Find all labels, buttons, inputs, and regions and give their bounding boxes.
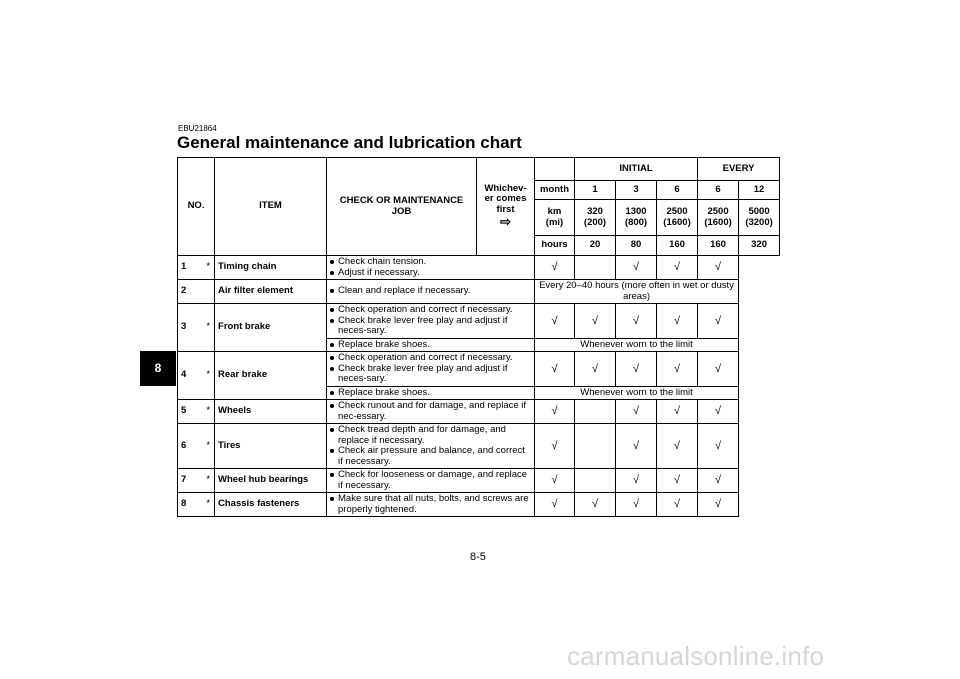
item-number: 2 xyxy=(178,280,203,304)
job-cell xyxy=(327,386,535,400)
job-cell xyxy=(327,338,535,352)
job-cell xyxy=(327,469,535,493)
check-mark-icon: √ xyxy=(616,352,657,387)
table-row xyxy=(178,493,780,517)
page-number: 8-5 xyxy=(470,551,486,563)
job-cell xyxy=(327,400,535,424)
job-item: Check operation and correct if necessary. xyxy=(330,353,531,364)
check-mark-icon: √ xyxy=(535,352,575,387)
check-mark-icon: √ xyxy=(535,256,575,280)
interval-value: 20 xyxy=(575,236,616,256)
table-row xyxy=(178,352,780,387)
check-mark-icon: √ xyxy=(657,352,698,387)
check-mark-icon: √ xyxy=(535,493,575,517)
item-star: * xyxy=(203,304,215,352)
interval-value: 2500 (1600) xyxy=(657,200,698,236)
header-job: CHECK OR MAINTENANCE JOB xyxy=(327,158,477,256)
check-mark-icon: √ xyxy=(657,493,698,517)
interval-value: 320 (200) xyxy=(575,200,616,236)
table-row xyxy=(178,256,780,280)
item-number: 6 xyxy=(178,424,203,469)
interval-label: month xyxy=(535,181,575,200)
interval-value: 3 xyxy=(616,181,657,200)
section-tab: 8 xyxy=(140,351,176,386)
job-cell xyxy=(327,424,535,469)
whichever-label: Whichev-er comes first xyxy=(484,182,527,215)
job-cell xyxy=(327,280,535,304)
interval-label: km (mi) xyxy=(535,200,575,236)
header-item: ITEM xyxy=(215,158,327,256)
item-name: Chassis fasteners xyxy=(215,493,327,517)
check-mark-icon: √ xyxy=(616,424,657,469)
table-row xyxy=(178,280,780,304)
item-star xyxy=(203,280,215,304)
job-list xyxy=(330,305,531,337)
job-item: Check brake lever free play and adjust if neces-sary. xyxy=(330,316,531,337)
job-item: Make sure that all nuts, bolts, and screws are properly tightened. xyxy=(330,494,531,515)
check-mark-icon: √ xyxy=(616,256,657,280)
check-mark-icon: √ xyxy=(657,469,698,493)
interval-value: 1 xyxy=(575,181,616,200)
interval-note: Whenever worn to the limit xyxy=(535,386,739,400)
interval-value: 5000 (3200) xyxy=(739,200,780,236)
check-mark-icon: √ xyxy=(657,424,698,469)
check-mark-icon: √ xyxy=(575,352,616,387)
check-mark-icon: √ xyxy=(535,424,575,469)
check-mark-icon: √ xyxy=(657,256,698,280)
job-list xyxy=(330,286,531,297)
item-number: 7 xyxy=(178,469,203,493)
item-name: Tires xyxy=(215,424,327,469)
item-number: 5 xyxy=(178,400,203,424)
interval-value: 160 xyxy=(657,236,698,256)
job-list xyxy=(330,388,531,399)
check-mark-icon: √ xyxy=(698,424,739,469)
header-blank xyxy=(535,158,575,181)
empty-cell xyxy=(575,256,616,280)
check-mark-icon: √ xyxy=(698,469,739,493)
job-cell xyxy=(327,256,535,280)
item-number: 3 xyxy=(178,304,203,352)
job-list xyxy=(330,353,531,385)
check-mark-icon: √ xyxy=(616,304,657,339)
interval-value: 80 xyxy=(616,236,657,256)
item-star: * xyxy=(203,493,215,517)
job-cell xyxy=(327,352,535,387)
interval-value: 320 xyxy=(739,236,780,256)
header-whichever xyxy=(477,158,535,256)
table-row xyxy=(178,304,780,339)
job-item: Replace brake shoes. xyxy=(330,340,531,351)
item-name: Timing chain xyxy=(215,256,327,280)
item-number: 1 xyxy=(178,256,203,280)
interval-value: 12 xyxy=(739,181,780,200)
check-mark-icon: √ xyxy=(575,493,616,517)
check-mark-icon: √ xyxy=(575,304,616,339)
check-mark-icon: √ xyxy=(698,256,739,280)
item-star: * xyxy=(203,400,215,424)
item-name: Air filter element xyxy=(215,280,327,304)
interval-value: 160 xyxy=(698,236,739,256)
job-item: Adjust if necessary. xyxy=(330,268,531,279)
item-name: Wheel hub bearings xyxy=(215,469,327,493)
job-list xyxy=(330,494,531,515)
check-mark-icon: √ xyxy=(657,304,698,339)
empty-cell xyxy=(575,469,616,493)
check-mark-icon: √ xyxy=(698,493,739,517)
check-mark-icon: √ xyxy=(698,304,739,339)
item-star: * xyxy=(203,424,215,469)
header-initial: INITIAL xyxy=(575,158,698,181)
item-star: * xyxy=(203,256,215,280)
job-list xyxy=(330,401,531,422)
job-list xyxy=(330,257,531,278)
header-every: EVERY xyxy=(698,158,780,181)
job-item: Check for looseness or damage, and replace if necessary. xyxy=(330,470,531,491)
check-mark-icon: √ xyxy=(616,493,657,517)
job-item: Clean and replace if necessary. xyxy=(330,286,531,297)
item-name: Wheels xyxy=(215,400,327,424)
check-mark-icon: √ xyxy=(535,304,575,339)
item-number: 4 xyxy=(178,352,203,400)
table-row xyxy=(178,424,780,469)
job-item: Check tread depth and for damage, and replace if necessary. xyxy=(330,425,531,446)
page-title: General maintenance and lubrication chart xyxy=(177,133,522,152)
item-number: 8 xyxy=(178,493,203,517)
job-item: Check air pressure and balance, and correct if necessary. xyxy=(330,446,531,467)
interval-value: 2500 (1600) xyxy=(698,200,739,236)
arrow-right-icon: ⇨ xyxy=(500,214,511,229)
interval-note: Whenever worn to the limit xyxy=(535,338,739,352)
job-cell xyxy=(327,304,535,339)
job-item: Replace brake shoes. xyxy=(330,388,531,399)
item-star: * xyxy=(203,352,215,400)
job-item: Check operation and correct if necessary. xyxy=(330,305,531,316)
maintenance-chart xyxy=(177,157,780,517)
header-row xyxy=(178,158,780,181)
check-mark-icon: √ xyxy=(535,400,575,424)
document-code: EBU21864 xyxy=(178,124,217,133)
empty-cell xyxy=(575,400,616,424)
job-list xyxy=(330,425,531,467)
interval-label: hours xyxy=(535,236,575,256)
check-mark-icon: √ xyxy=(698,400,739,424)
job-cell xyxy=(327,493,535,517)
item-star: * xyxy=(203,469,215,493)
job-item: Check runout and for damage, and replace if nec-essary. xyxy=(330,401,531,422)
watermark: carmanualsonline.info xyxy=(567,641,825,671)
check-mark-icon: √ xyxy=(616,469,657,493)
table-row xyxy=(178,400,780,424)
item-name: Rear brake xyxy=(215,352,327,400)
item-name: Front brake xyxy=(215,304,327,352)
check-mark-icon: √ xyxy=(698,352,739,387)
table-row xyxy=(178,469,780,493)
interval-note: Every 20–40 hours (more often in wet or dusty areas) xyxy=(535,280,739,304)
job-item: Check chain tension. xyxy=(330,257,531,268)
check-mark-icon: √ xyxy=(616,400,657,424)
interval-value: 6 xyxy=(698,181,739,200)
empty-cell xyxy=(575,424,616,469)
check-mark-icon: √ xyxy=(535,469,575,493)
interval-value: 6 xyxy=(657,181,698,200)
job-list xyxy=(330,470,531,491)
header-no: NO. xyxy=(178,158,215,256)
job-item: Check brake lever free play and adjust if neces-sary. xyxy=(330,364,531,385)
interval-value: 1300 (800) xyxy=(616,200,657,236)
check-mark-icon: √ xyxy=(657,400,698,424)
job-list xyxy=(330,340,531,351)
